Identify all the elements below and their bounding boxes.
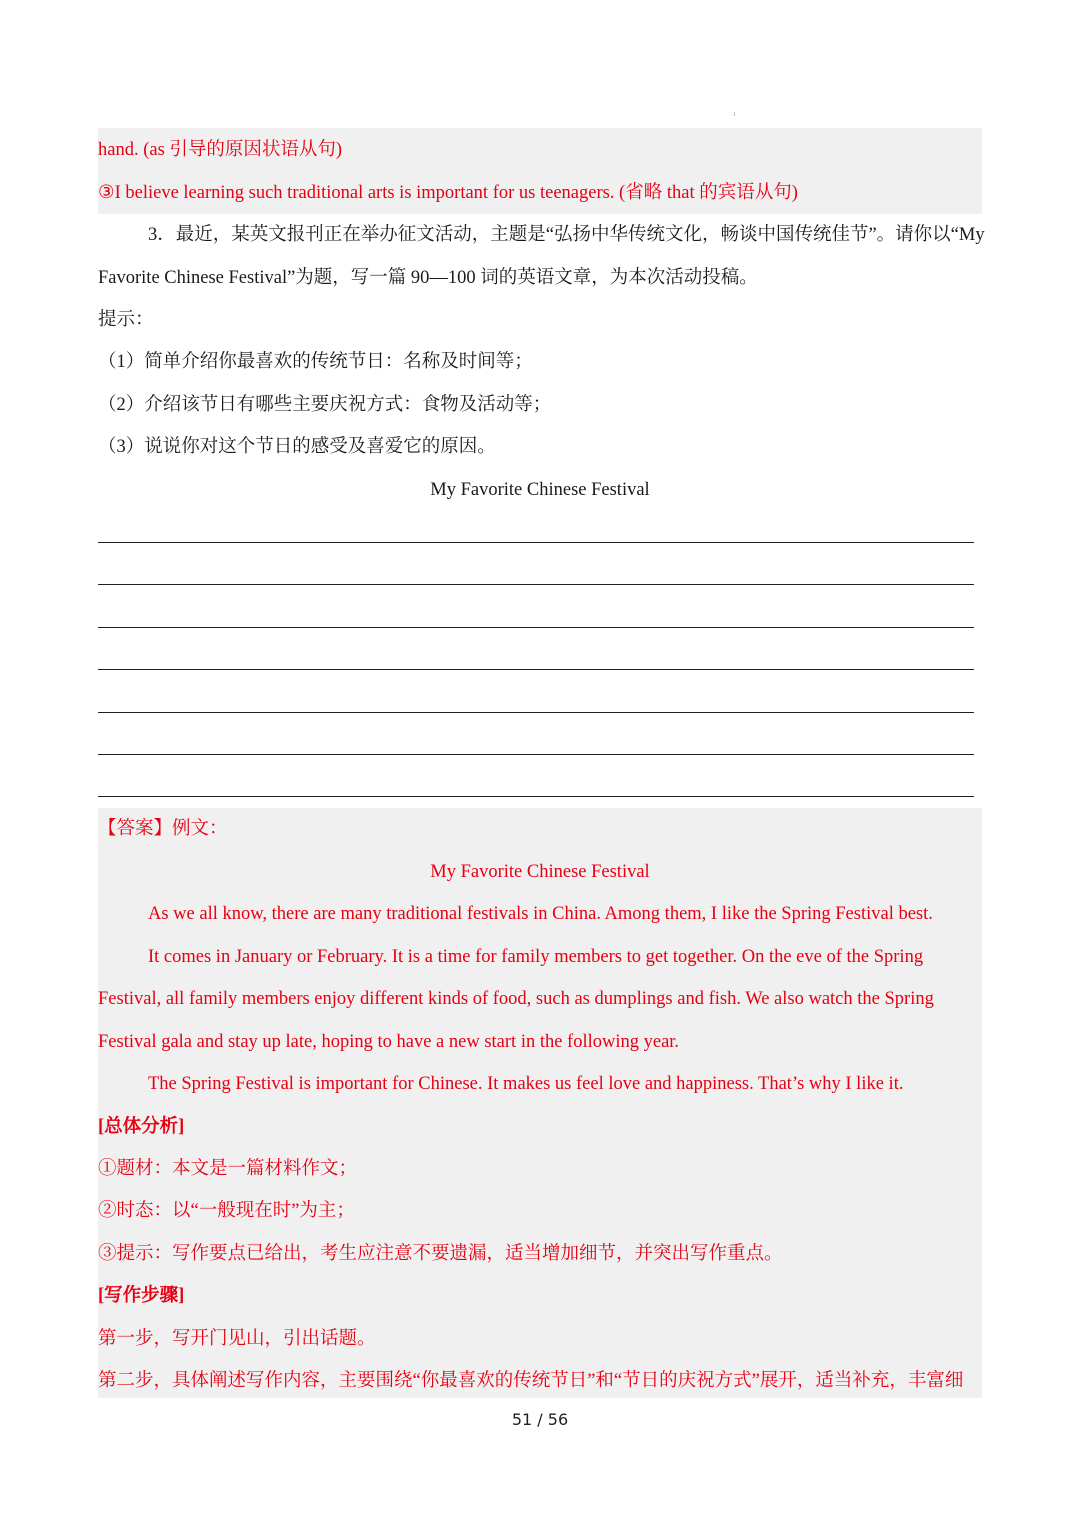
analysis-heading: [总体分析] — [98, 1117, 185, 1137]
answer-paragraph-3: The Spring Festival is important for Chinese. It makes us feel love and happiness. That’s why I like it. — [148, 1074, 904, 1094]
answer-paragraph-2-line-2: Festival, all family members enjoy different kinds of food, such as dumplings and fish. We also watch the Spring — [98, 989, 934, 1009]
answer-shade — [98, 808, 982, 1398]
answer-title: My Favorite Chinese Festival — [430, 862, 650, 882]
analysis-item-2: ②时态：以“一般现在时”为主； — [98, 1201, 355, 1221]
step-item-2: 第二步，具体阐述写作内容，主要围绕“你最喜欢的传统节日”和“节日的庆祝方式”展开，适当补充，丰富细 — [98, 1371, 964, 1391]
header-mark: 1 — [733, 112, 736, 118]
writing-line — [98, 542, 974, 543]
question-intro-line-1: 3．最近，某英文报刊正在举办征文活动，主题是“弘扬中华传统文化，畅谈中国传统佳节”。请你以“My — [148, 225, 985, 245]
writing-line — [98, 584, 974, 585]
prev-answer-line-2: ③I believe learning such traditional arts is important for us teenagers. (省略 that 的宾语从句) — [98, 183, 798, 203]
essay-title: My Favorite Chinese Festival — [430, 480, 650, 500]
analysis-item-3: ③提示：写作要点已给出，考生应注意不要遗漏，适当增加细节，并突出写作重点。 — [98, 1244, 783, 1264]
writing-line — [98, 669, 974, 670]
writing-line — [98, 712, 974, 713]
writing-line — [98, 627, 974, 628]
hint-label: 提示： — [98, 310, 154, 330]
writing-line — [98, 754, 974, 755]
answer-paragraph-2-line-3: Festival gala and stay up late, hoping to have a new start in the following year. — [98, 1032, 680, 1052]
answer-paragraph-2-line-1: It comes in January or February. It is a time for family members to get together. On the eve of the Spring — [148, 947, 924, 967]
hint-item-3: （3）说说你对这个节日的感受及喜爱它的原因。 — [98, 437, 496, 457]
writing-line — [98, 796, 974, 797]
step-item-1: 第一步，写开门见山，引出话题。 — [98, 1329, 376, 1349]
analysis-item-1: ①题材：本文是一篇材料作文； — [98, 1159, 358, 1179]
question-intro-line-2: Favorite Chinese Festival”为题，写一篇 90—100 词的英语文章，为本次活动投稿。 — [98, 268, 758, 288]
hint-item-2: （2）介绍该节日有哪些主要庆祝方式：食物及活动等； — [98, 395, 552, 415]
answer-label: 【答案】例文： — [98, 819, 228, 839]
steps-heading: [写作步骤] — [98, 1286, 185, 1306]
hint-item-1: （1）简单介绍你最喜欢的传统节日：名称及时间等； — [98, 352, 533, 372]
answer-paragraph-1: As we all know, there are many traditional festivals in China. Among them, I like the Spring Festival best. — [148, 904, 933, 924]
prev-answer-line-1: hand. (as 引导的原因状语从句) — [98, 140, 343, 160]
page-number: 51 / 56 — [511, 1410, 569, 1429]
